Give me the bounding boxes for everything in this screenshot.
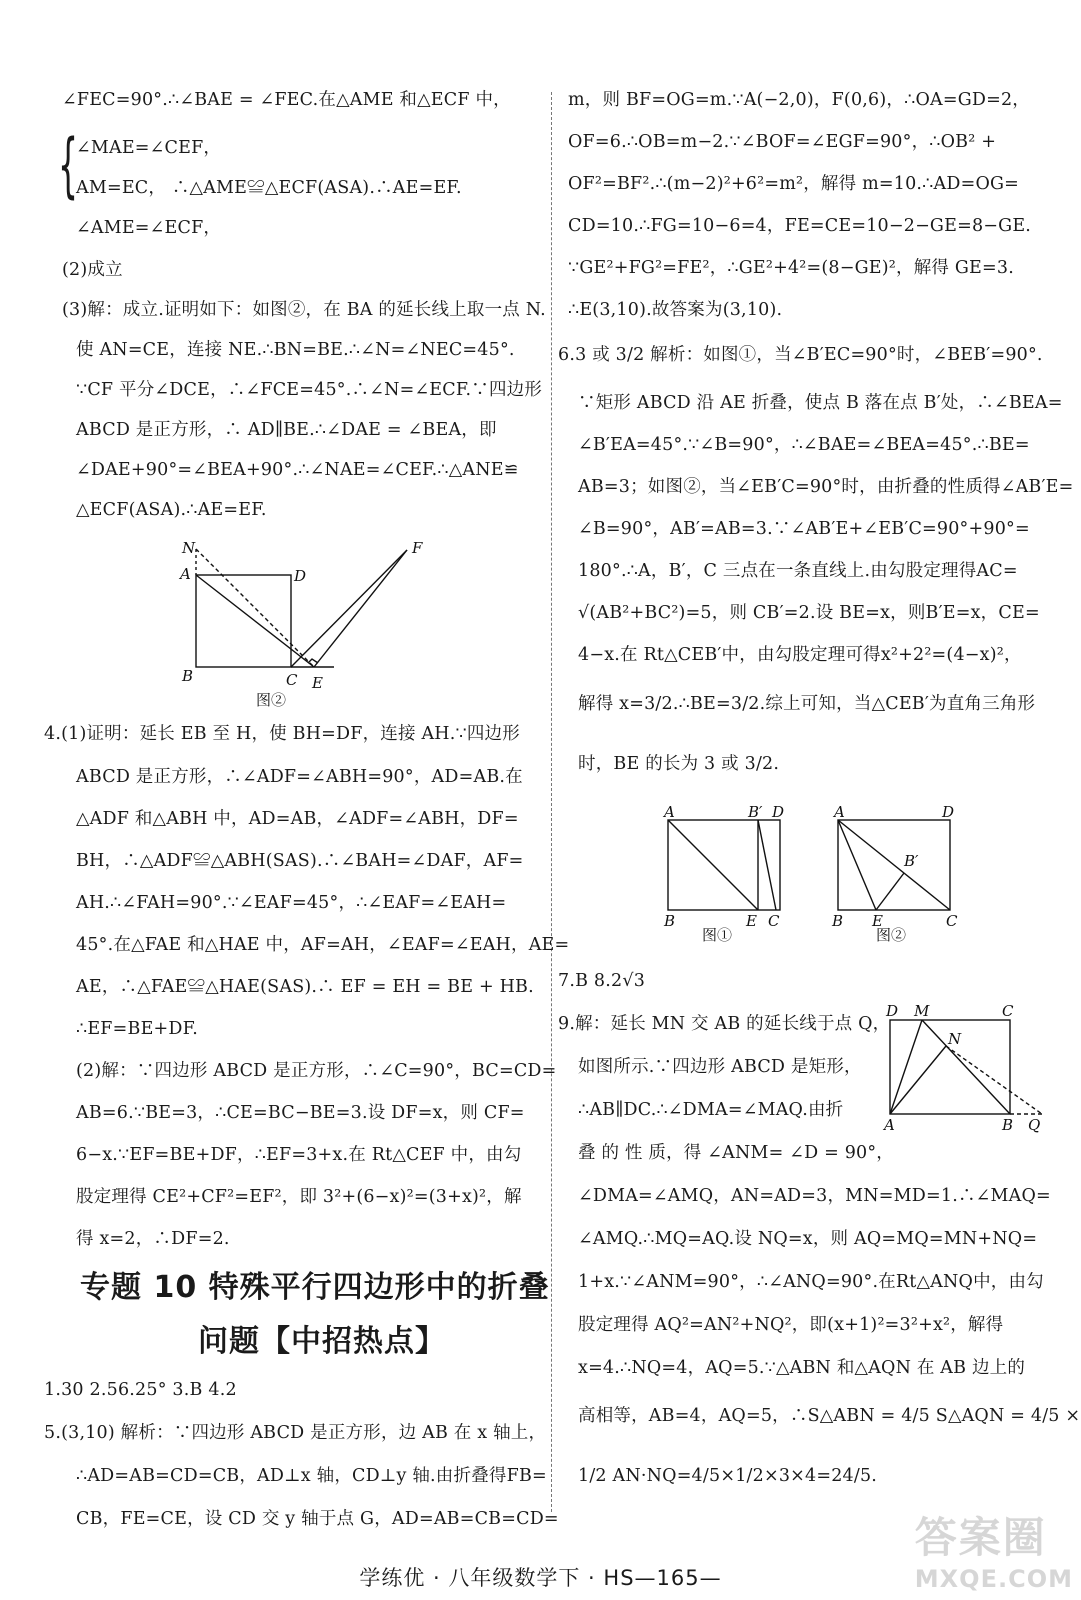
label-Q: Q: [1028, 1116, 1041, 1134]
text-line: ∠DMA=∠AMQ，AN=AD=3，MN=MD=1.∴∠MAQ=: [578, 1186, 1051, 1206]
text-line: OF²=BF².∴(m−2)²+6²=m²，解得 m=10.∴AD=OG=: [568, 174, 1020, 194]
label-B-prime: B′: [904, 852, 919, 870]
label-A: A: [834, 803, 845, 821]
label-C: C: [286, 671, 298, 689]
text-line: AE，∴△FAE≌△HAE(SAS).∴ EF = EH = BE + HB.: [76, 977, 534, 997]
label-C: C: [768, 912, 780, 930]
text-line: ∴AD=AB=CD=CB，AD⊥x 轴，CD⊥y 轴.由折叠得FB=: [76, 1466, 547, 1486]
figure-caption: 图②: [876, 926, 907, 942]
text-line: 高相等，AB=4，AQ=5，∴S△ABN = 4/5 S△AQN = 4/5 ×: [578, 1406, 1081, 1426]
text-line: 得 x=2，∴DF=2.: [76, 1229, 230, 1249]
text-line: (2)成立: [62, 260, 123, 280]
text-line: AB=6.∵BE=3，∴CE=BC−BE=3.设 DF=x，则 CF=: [76, 1103, 525, 1123]
text-line: ∠B′EA=45°.∵∠B=90°，∴∠BAE=∠BEA=45°.∴BE=: [578, 435, 1030, 455]
text-line: △ECF(ASA).∴AE=EF.: [76, 500, 267, 520]
page-footer: 学练优 · 八年级数学下 · HS—165—: [359, 1566, 722, 1590]
figure-caption: 图②: [256, 691, 287, 709]
text-line: ∠DAE+90°=∠BEA+90°.∴∠NAE=∠CEF.∴△ANE≌: [76, 460, 519, 480]
text-line: ∴E(3,10).故答案为(3,10).: [568, 300, 783, 320]
text-line: 股定理得 CE²+CF²=EF²，即 3²+(6−x)²=(3+x)²，解: [76, 1187, 522, 1207]
figure-caption: 图①: [702, 926, 733, 942]
label-N: N: [948, 1030, 962, 1048]
watermark-text: 答案圈: [914, 1513, 1047, 1562]
label-A: A: [664, 803, 675, 821]
figure-left-square: [162, 535, 462, 710]
text-line: BH，∴△ADF≌△ABH(SAS).∴∠BAH=∠DAF，AF=: [76, 851, 524, 871]
text-line: ∠AMQ.∴MQ=AQ.设 NQ=x，则 AQ=MQ=MN+NQ=: [578, 1229, 1038, 1249]
text-line: 180°.∴A，B′，C 三点在一条直线上.由勾股定理得AC=: [578, 561, 1018, 581]
text-line: 6−x.∵EF=BE+DF，∴EF=3+x.在 Rt△CEF 中，由勾: [76, 1145, 522, 1165]
text-line: ∠MAE=∠CEF，: [76, 138, 222, 158]
watermark-url: MXQE.COM: [914, 1565, 1073, 1593]
text-line: ∠B=90°，AB′=AB=3.∵∠AB′E+∠EB′C=90°+90°=: [578, 519, 1030, 539]
text-line: ∵矩形 ABCD 沿 AE 折叠，使点 B 落在点 B′处，∴∠BEA=: [578, 393, 1063, 413]
label-D: D: [772, 803, 785, 821]
text-line: (2)解：∵四边形 ABCD 是正方形，∴∠C=90°，BC=CD=: [76, 1061, 557, 1081]
text-line: 如图所示.∵四边形 ABCD 是矩形，: [578, 1057, 862, 1077]
text-line: 6.3 或 3/2 解析：如图①，当∠B′EC=90°时，∠BEB′=90°.: [558, 345, 1043, 365]
text-line: AB=3；如图②，当∠EB′C=90°时，由折叠的性质得∠AB′E=: [578, 477, 1074, 497]
label-B: B: [832, 912, 844, 930]
text-line: 使 AN=CE，连接 NE.∴BN=BE.∴∠N=∠NEC=45°.: [76, 340, 515, 360]
label-A: A: [180, 565, 191, 583]
text-line: 解得 x=3/2.∴BE=3/2.综上可知，当△CEB′为直角三角形: [578, 694, 1036, 714]
text-line: △ADF 和△ABH 中，AD=AB，∠ADF=∠ABH，DF=: [76, 809, 519, 829]
text-line: 7.B 8.2√3: [558, 971, 646, 991]
text-line: m，则 BF=OG=m.∵A(−2,0)，F(0,6)，∴OA=GD=2，: [568, 90, 1031, 110]
text-line: 1.30 2.56.25° 3.B 4.2: [44, 1380, 237, 1400]
brace-icon: {: [58, 124, 79, 206]
figure-rect-2: [828, 802, 968, 942]
label-A: A: [884, 1116, 895, 1134]
label-C: C: [946, 912, 958, 930]
text-line: 9.解：延长 MN 交 AB 的延长线于点 Q，: [558, 1014, 891, 1034]
label-B: B: [182, 667, 194, 685]
text-line: CB，FE=CE，设 CD 交 y 轴于点 G，AD=AB=CB=CD=: [76, 1509, 559, 1529]
text-line: 4.(1)证明：延长 EB 至 H，使 BH=DF，连接 AH.∵四边形: [44, 724, 520, 744]
label-E: E: [312, 674, 323, 692]
label-F: F: [412, 539, 423, 557]
text-line: 1/2 AN·NQ=4/5×1/2×3×4=24/5.: [578, 1466, 878, 1486]
text-line: OF=6.∴OB=m−2.∵∠BOF=∠EGF=90°，∴OB² +: [568, 132, 997, 152]
label-E: E: [746, 912, 757, 930]
text-line: ∴EF=BE+DF.: [76, 1019, 199, 1039]
text-line: AH.∴∠FAH=90°.∵∠EAF=45°，∴∠EAF=∠EAH=: [76, 893, 507, 913]
watermark: [915, 1505, 1073, 1593]
figure-rect-1: [660, 802, 790, 942]
text-line: (3)解：成立.证明如下：如图②，在 BA 的延长线上取一点 N.: [62, 300, 546, 320]
label-E: E: [872, 912, 883, 930]
label-B: B: [664, 912, 676, 930]
label-B-prime: B′: [748, 803, 763, 821]
text-line: ABCD 是正方形，∴∠ADF=∠ABH=90°，AD=AB.在: [76, 767, 523, 787]
label-B: B: [1002, 1116, 1014, 1134]
label-D: D: [942, 803, 955, 821]
section-heading: 问题【中招热点】: [198, 1324, 446, 1359]
text-line: 股定理得 AQ²=AN²+NQ²，即(x+1)²=3²+x²，解得: [578, 1315, 1004, 1335]
label-N: N: [182, 539, 196, 557]
label-D: D: [886, 1002, 899, 1020]
text-line: CD=10.∴FG=10−6=4，FE=CE=10−2−GE=8−GE.: [568, 216, 1032, 236]
section-heading: 专题 10 特殊平行四边形中的折叠: [80, 1270, 550, 1305]
text-line: x=4.∴NQ=4，AQ=5.∵△ABN 和△AQN 在 AB 边上的: [578, 1358, 1026, 1378]
column-divider: [551, 92, 552, 1512]
text-line: 45°.在△FAE 和△HAE 中，AF=AH，∠EAF=∠EAH，AE=: [76, 935, 570, 955]
figure-rect-3: [882, 1002, 1042, 1138]
text-line: ∴AB∥DC.∴∠DMA=∠MAQ.由折: [578, 1100, 844, 1120]
label-C: C: [1002, 1002, 1014, 1020]
text-line: √(AB²+BC²)=5，则 CB′=2.设 BE=x，则B′E=x，CE=: [578, 603, 1040, 623]
text-line: ∠AME=∠ECF，: [76, 218, 222, 238]
text-line: 1+x.∵∠ANM=90°，∴∠ANQ=90°.在Rt△ANQ中，由勾: [578, 1272, 1044, 1292]
text-line: ABCD 是正方形，∴ AD∥BE.∴∠DAE = ∠BEA，即: [76, 420, 497, 440]
text-line: 时，BE 的长为 3 或 3/2.: [578, 754, 780, 774]
text-line: 叠 的 性 质，得 ∠ANM= ∠D = 90°，: [578, 1143, 895, 1163]
text-line: ∠FEC=90°.∴∠BAE = ∠FEC.在△AME 和△ECF 中，: [62, 90, 511, 110]
text-line: 4−x.在 Rt△CEB′中，由勾股定理可得x²+2²=(4−x)²，: [578, 645, 1022, 665]
text-line: AM=EC， ∴△AME≌△ECF(ASA).∴AE=EF.: [76, 178, 462, 198]
text-line: ∵GE²+FG²=FE²，∴GE²+4²=(8−GE)²，解得 GE=3.: [568, 258, 1014, 278]
label-D: D: [294, 567, 307, 585]
label-M: M: [914, 1002, 930, 1020]
text-line: ∵CF 平分∠DCE，∴∠FCE=45°.∴∠N=∠ECF.∵四边形: [76, 380, 543, 400]
text-line: 5.(3,10) 解析：∵四边形 ABCD 是正方形，边 AB 在 x 轴上，: [44, 1423, 547, 1443]
